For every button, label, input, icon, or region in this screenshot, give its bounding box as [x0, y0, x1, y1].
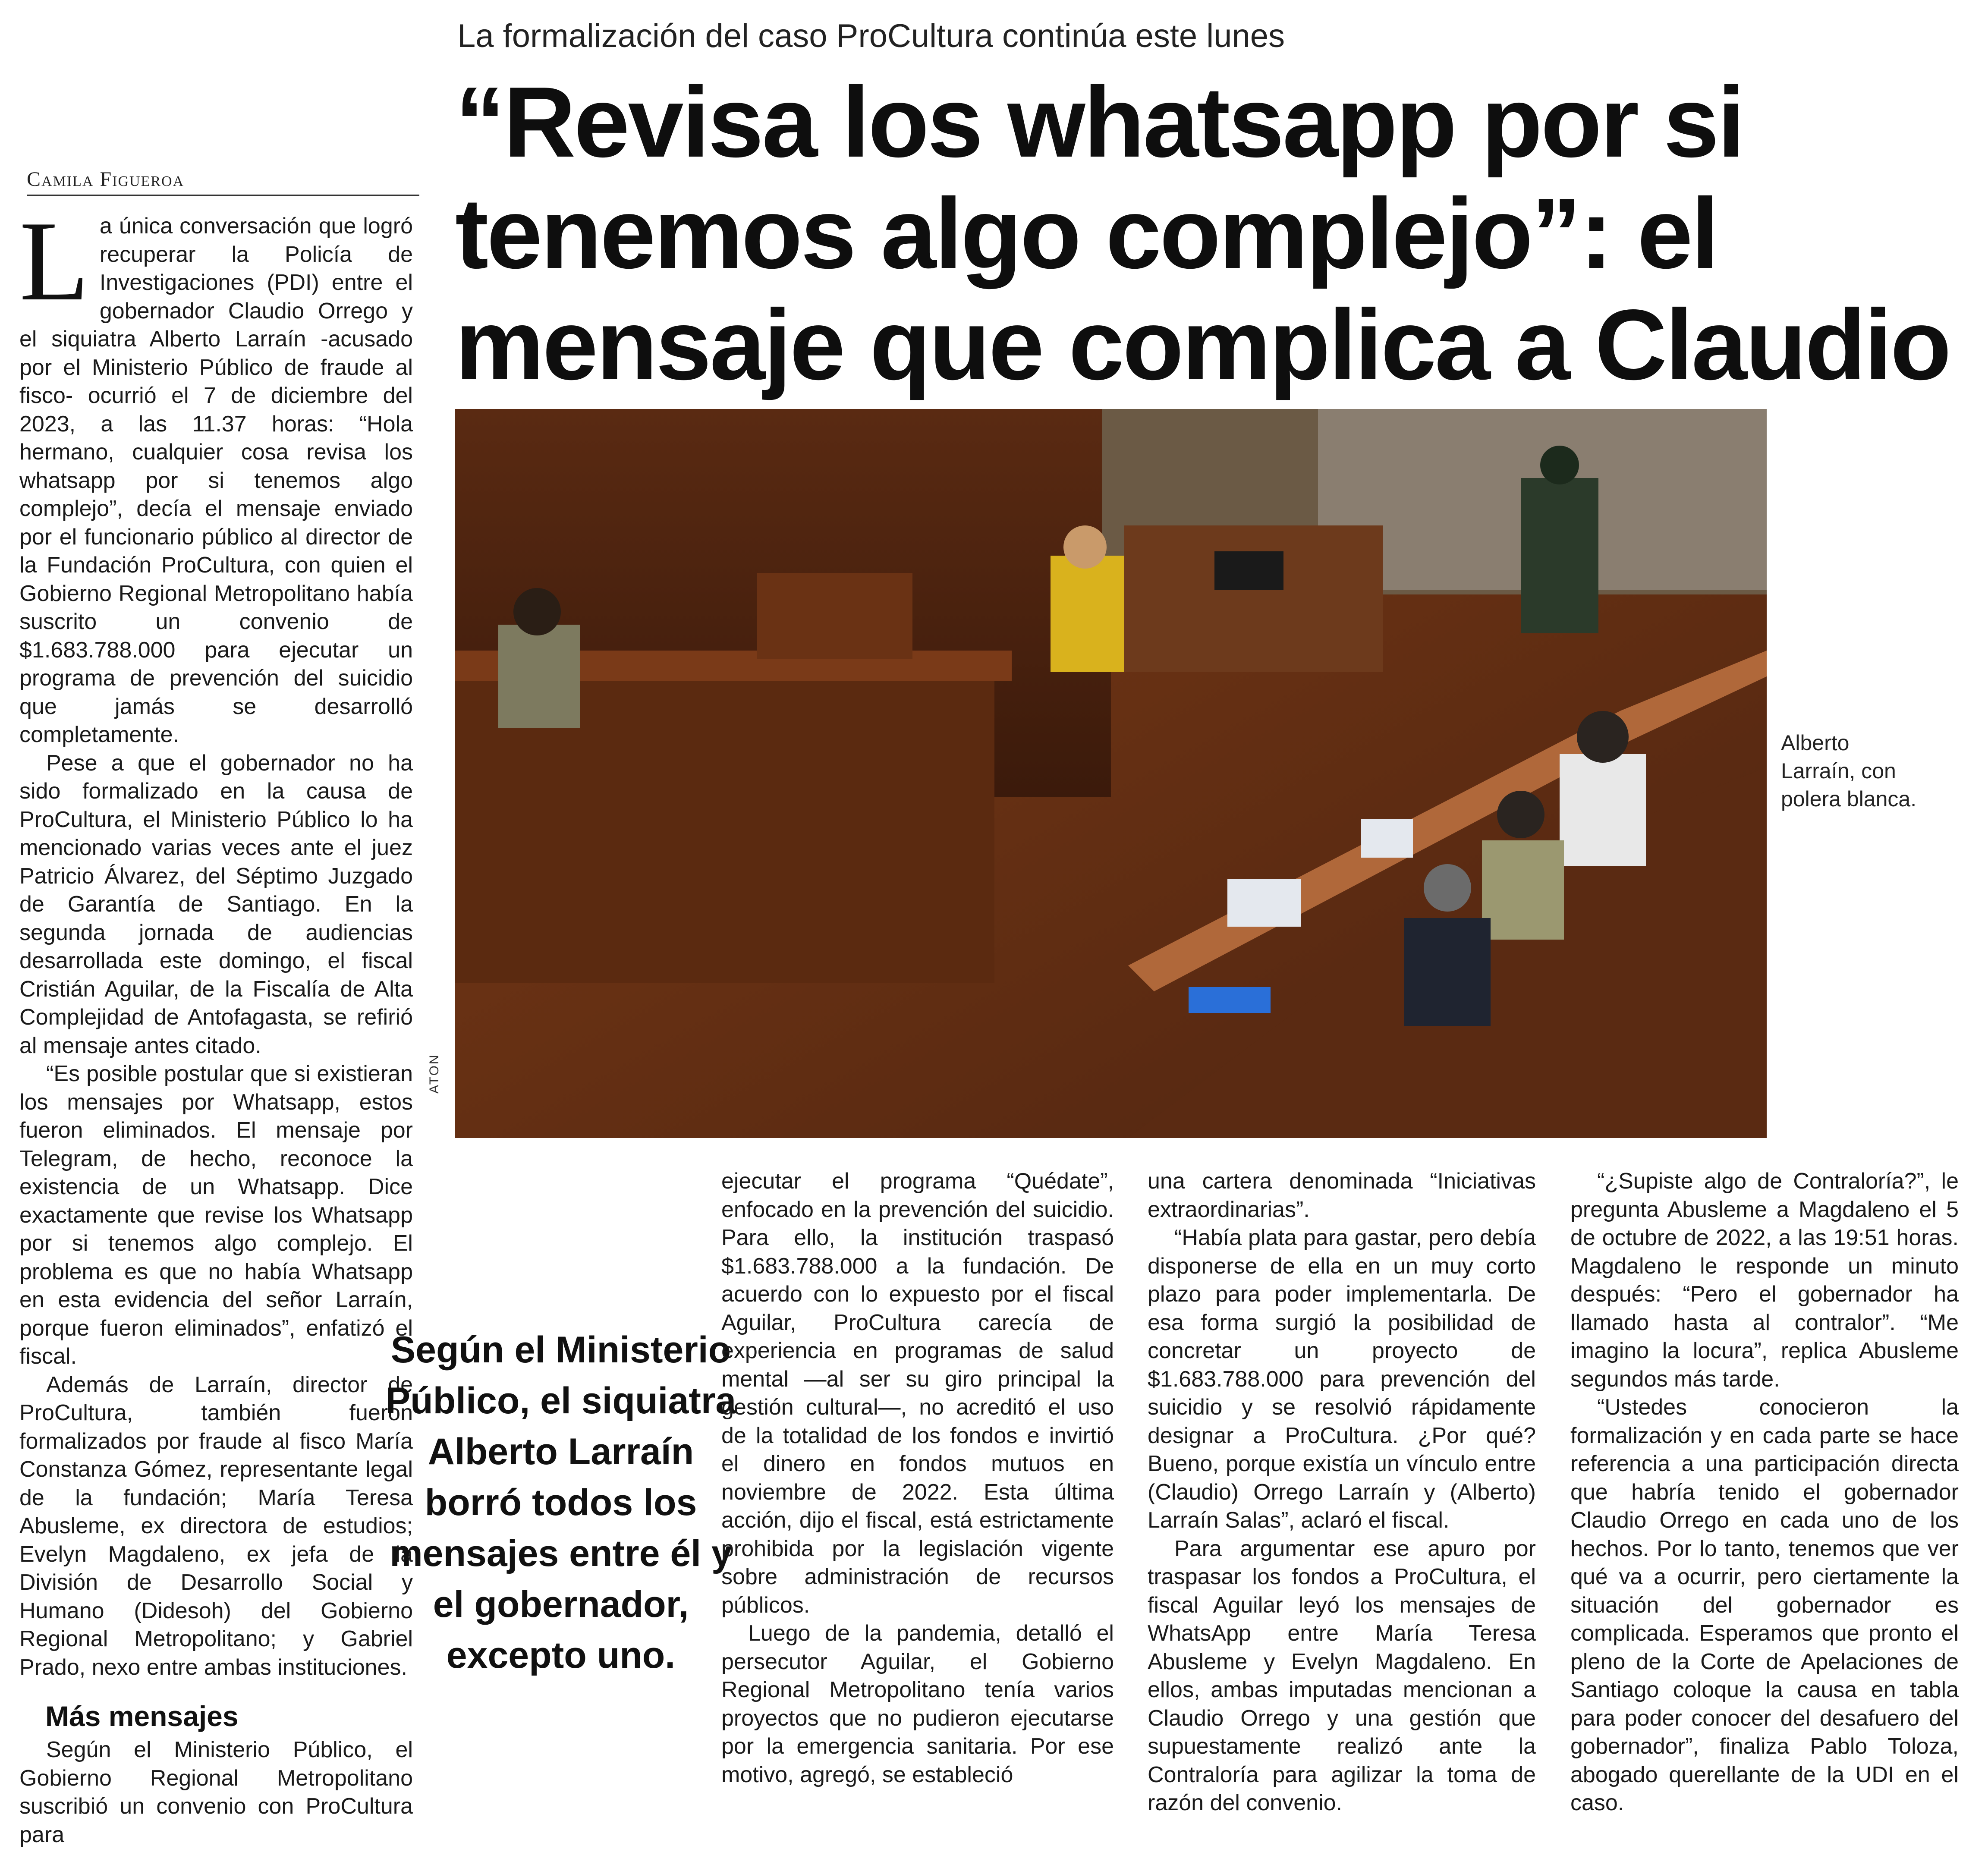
article-column-4 — [1570, 1167, 1959, 1818]
article-column-3 — [1148, 1167, 1536, 1818]
paragraph: Para argumentar ese apuro por traspasar los fondos a ProCultura, el fiscal Aguilar leyó los mensajes de WhatsApp entre María Teresa Abusleme y Evelyn Magdaleno. En ellos, ambas imputadas mencionan a Claudio Orrego y una gestión que supuestamente realizó ante la Contraloría para agilizar la toma de razón del convenio. — [1148, 1536, 1536, 1815]
paragraph: “Ustedes conocieron la formalización y en cada parte se hace referencia a una participación directa que habría tenido el gobernador Claudio Orrego en cada uno de los hechos. Por lo tanto, tenemos que ver qué va a ocurrir, pero ciertamente la situación del gobernador es complicada. Esperamos que pronto el pleno de la Corte de Apelaciones de Santiago coloque la causa en tabla para poder conocer del desafuero del gobernador”, finaliza Pablo Toloza, abogado querellante de la UDI en el caso. — [1570, 1395, 1959, 1815]
kicker: La formalización del caso ProCultura continúa este lunes — [457, 18, 1285, 54]
paragraph: Según el Ministerio Público, el Gobierno Regional Metropolitano suscribió un convenio con ProCultura para — [19, 1737, 413, 1847]
paragraph: a única conversación que logró recuperar la Policía de Investigaciones (PDI) entre el gobernador Claudio Orrego y el siquiatra Alberto Larraín -acusado por el Ministerio Público de fraude al fisco- ocurrió el 7 de diciembre del 2023, a las 11.37 horas: “Hola hermano, cualquier cosa revisa los whatsapp por si tenemos algo complejo”, decía el mensaje enviado por el funcionario público al director de la Fundación ProCultura, con quien el Gobierno Regional Metropolitano había suscrito un convenio de $1.683.788.000 para ejecutar un programa de prevención del suicidio que jamás se desarrolló completamente. — [19, 214, 413, 747]
paragraph: una cartera denominada “Iniciativas extraordinarias”. — [1148, 1169, 1536, 1222]
paragraph: “¿Supiste algo de Contraloría?”, le pregunta Abusleme a Magdaleno el 5 de octubre de 2022, a las 19:51 horas. Magdaleno le responde un minuto después: “Pero el gobernador ha llamado hasta al contralor”. “Me imagino la locura”, replica Abusleme segundos más tarde. — [1570, 1169, 1959, 1392]
photo-credit: ATON — [427, 1053, 441, 1094]
photo-caption: Alberto Larraín, con polera blanca. — [1781, 731, 1917, 811]
byline — [27, 167, 419, 196]
article-column-1 — [19, 198, 413, 1849]
paragraph: Luego de la pandemia, detalló el persecutor Aguilar, el Gobierno Regional Metropolitano tenía varios proyectos que no pudieron ejecutarse por la emergencia sanitaria. Por ese motivo, agregó, se estableció — [721, 1621, 1114, 1787]
paragraph: “Es posible postular que si existieran los mensajes por Whatsapp, estos fueron eliminados. El mensaje por Telegram, de hecho, reconoce la existencia de un Whatsapp. Dice exactamente que revise los Whatsapp por si tenemos algo complejo. El problema es que no había Whatsapp en esta evidencia del señor Larraín, porque fueron eliminados”, enfatizó el fiscal. — [19, 1061, 413, 1369]
subheading: Más mensajes — [45, 1700, 239, 1732]
paragraph: Pese a que el gobernador no ha sido formalizado en la causa de ProCultura, el Ministerio Público lo ha mencionado varias veces ante el juez Patricio Álvarez, del Séptimo Juzgado de Garantía de Santiago. En la segunda jornada de audiencias desarrollada este domingo, el fiscal Cristián Aguilar, de la Fiscalía de Alta Complejidad de Antofagasta, se refirió al mensaje antes citado. — [19, 750, 413, 1058]
drop-cap: L — [19, 198, 89, 324]
courtroom-photo — [455, 409, 1767, 1138]
paragraph: Además de Larraín, director de ProCultura, también fueron formalizados por fraude al fisco María Constanza Gómez, representante legal de la fundación; María Teresa Abusleme, ex directora de estudios; Evelyn Magdaleno, ex jefa de la División de Desarrollo Social y Humano (Didesoh) del Gobierno Regional Metropolitano; y Gabriel Prado, nexo entre ambas instituciones. — [19, 1372, 413, 1680]
article-column-2 — [721, 1167, 1114, 1789]
paragraph: “Había plata para gastar, pero debía disponerse de ella en un muy corto plazo para poder implementarla. De esa forma surgió la posibilidad de concretar un proyecto de $1.683.788.000 para prevención del suicidio y se resolvió rápidamente designar a ProCultura. ¿Por qué? Bueno, porque existía un vínculo entre (Claudio) Orrego Larraín y (Alberto) Larraín Salas”, aclaró el fiscal. — [1148, 1225, 1536, 1533]
pull-quote: Según el Ministerio Público, el siquiatra Alberto Larraín borró todos los mensajes entre él y el gobernador, excepto uno. — [385, 1329, 736, 1676]
paragraph: ejecutar el programa “Quédate”, enfocado en la prevención del suicidio. Para ello, la institución traspasó $1.683.788.000 a la fundación. De acuerdo con lo expuesto por el fiscal Aguilar, ProCultura carecía de experiencia en programas de salud mental —al ser su giro principal la gestión cultural—, no acreditó el uso de la totalidad de los fondos e invirtió el dinero en fondos mutuos en noviembre de 2022. Esta última acción, dijo el fiscal, está estrictamente prohibida por la legislación vigente sobre administración de recursos públicos. — [721, 1169, 1114, 1618]
byline-name: Camila Figueroa — [27, 168, 185, 191]
headline: “Revisa los whatsapp por si tenemos algo complejo”: el mensaje que complica a Claudio — [455, 66, 1950, 401]
